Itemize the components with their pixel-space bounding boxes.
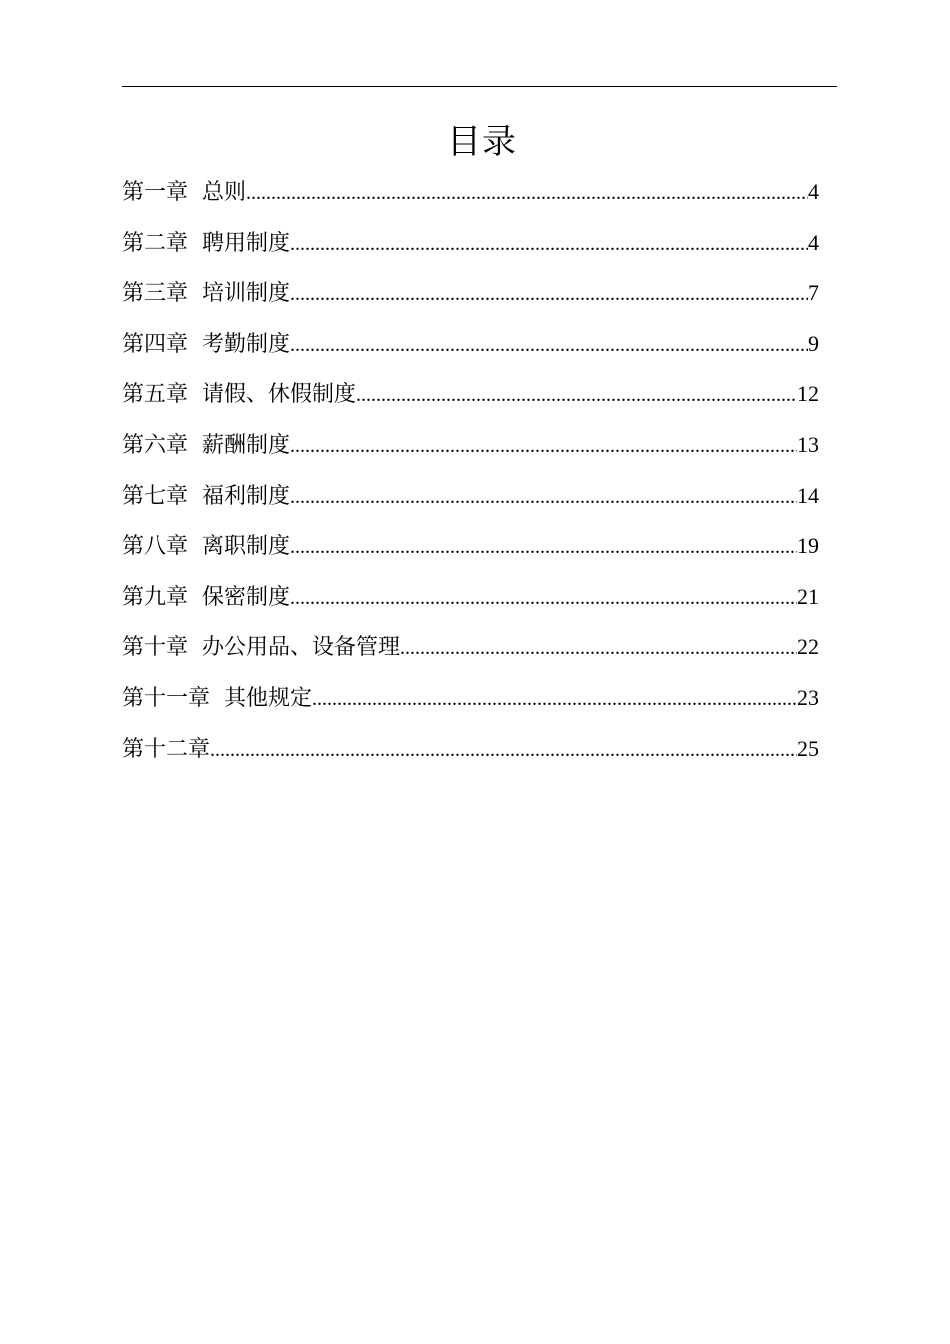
toc-chapter-name: 福利制度 [202, 483, 291, 509]
toc-entry-label [122, 728, 210, 772]
toc-chapter-name: 考勤制度 [202, 331, 291, 357]
toc-leader-dots [290, 272, 808, 316]
toc-leader-dots [290, 323, 808, 367]
toc-leader-dots [356, 373, 797, 417]
toc-chapter-name: 请假、休假制度 [202, 382, 357, 408]
toc-chapter-number: 第四章 [122, 331, 189, 357]
toc-leader-dots [290, 475, 797, 519]
toc-chapter-name: 离职制度 [202, 534, 291, 560]
toc-page-number: 22 [797, 634, 819, 660]
toc-chapter-number: 第十章 [122, 635, 189, 661]
toc-chapter-name: 保密制度 [202, 584, 291, 610]
toc-chapter-number: 第一章 [122, 180, 189, 205]
toc-list [122, 170, 819, 777]
toc-entry-label [122, 525, 290, 569]
toc-chapter-number: 第十二章 [122, 736, 211, 762]
toc-page-number: 13 [797, 431, 819, 457]
toc-leader-dots [312, 677, 797, 721]
toc-entry[interactable] [122, 474, 819, 525]
toc-page-number: 19 [797, 533, 819, 559]
header-rule [122, 86, 837, 87]
toc-entry[interactable] [122, 676, 819, 727]
toc-entry-label [122, 424, 290, 468]
toc-entry-label [122, 475, 290, 519]
toc-chapter-number: 第六章 [122, 432, 189, 458]
toc-page-number: 14 [797, 482, 819, 508]
toc-leader-dots [246, 171, 808, 215]
toc-page-number: 4 [808, 179, 819, 204]
toc-entry[interactable] [122, 322, 819, 373]
toc-entry[interactable] [122, 575, 819, 626]
toc-entry-label [122, 222, 290, 266]
toc-entry[interactable] [122, 372, 819, 423]
toc-entry-label [122, 373, 356, 417]
toc-entry-label [122, 272, 290, 316]
toc-entry[interactable] [122, 727, 819, 778]
toc-entry-label [122, 171, 246, 215]
toc-chapter-number: 第七章 [122, 483, 189, 509]
toc-page-number: 7 [808, 280, 819, 306]
toc-entry-label [122, 323, 290, 367]
toc-leader-dots [400, 626, 797, 670]
toc-leader-dots [290, 576, 797, 620]
toc-title: 目录 [447, 122, 517, 162]
toc-leader-dots [210, 728, 797, 772]
toc-chapter-number: 第五章 [122, 382, 189, 408]
toc-entry[interactable] [122, 170, 819, 221]
toc-entry-label [122, 626, 400, 670]
toc-chapter-number: 第九章 [122, 584, 189, 610]
toc-chapter-number: 第八章 [122, 534, 189, 560]
toc-chapter-name: 总则 [202, 180, 247, 205]
toc-leader-dots [290, 222, 808, 266]
toc-entry[interactable] [122, 221, 819, 272]
toc-chapter-name: 办公用品、设备管理 [202, 635, 401, 661]
toc-entry[interactable] [122, 271, 819, 322]
toc-page-number: 12 [797, 381, 819, 407]
toc-chapter-number: 第十一章 [122, 685, 211, 711]
toc-page-number: 23 [797, 684, 819, 710]
toc-entry[interactable] [122, 423, 819, 474]
toc-entry-label [122, 576, 290, 620]
toc-leader-dots [290, 525, 797, 569]
toc-page-number: 4 [808, 229, 819, 255]
toc-page-number: 9 [808, 330, 819, 356]
toc-chapter-name: 培训制度 [202, 281, 291, 307]
toc-chapter-number: 第二章 [122, 230, 189, 256]
toc-chapter-number: 第三章 [122, 281, 189, 307]
toc-page-number: 25 [797, 735, 819, 761]
toc-chapter-name: 其他规定 [224, 685, 313, 711]
toc-entry-label [122, 677, 312, 721]
toc-entry[interactable] [122, 625, 819, 676]
toc-leader-dots [290, 424, 797, 468]
toc-entry[interactable] [122, 524, 819, 575]
toc-page-number: 21 [797, 583, 819, 609]
toc-chapter-name: 薪酬制度 [202, 432, 291, 458]
toc-chapter-name: 聘用制度 [202, 230, 291, 256]
